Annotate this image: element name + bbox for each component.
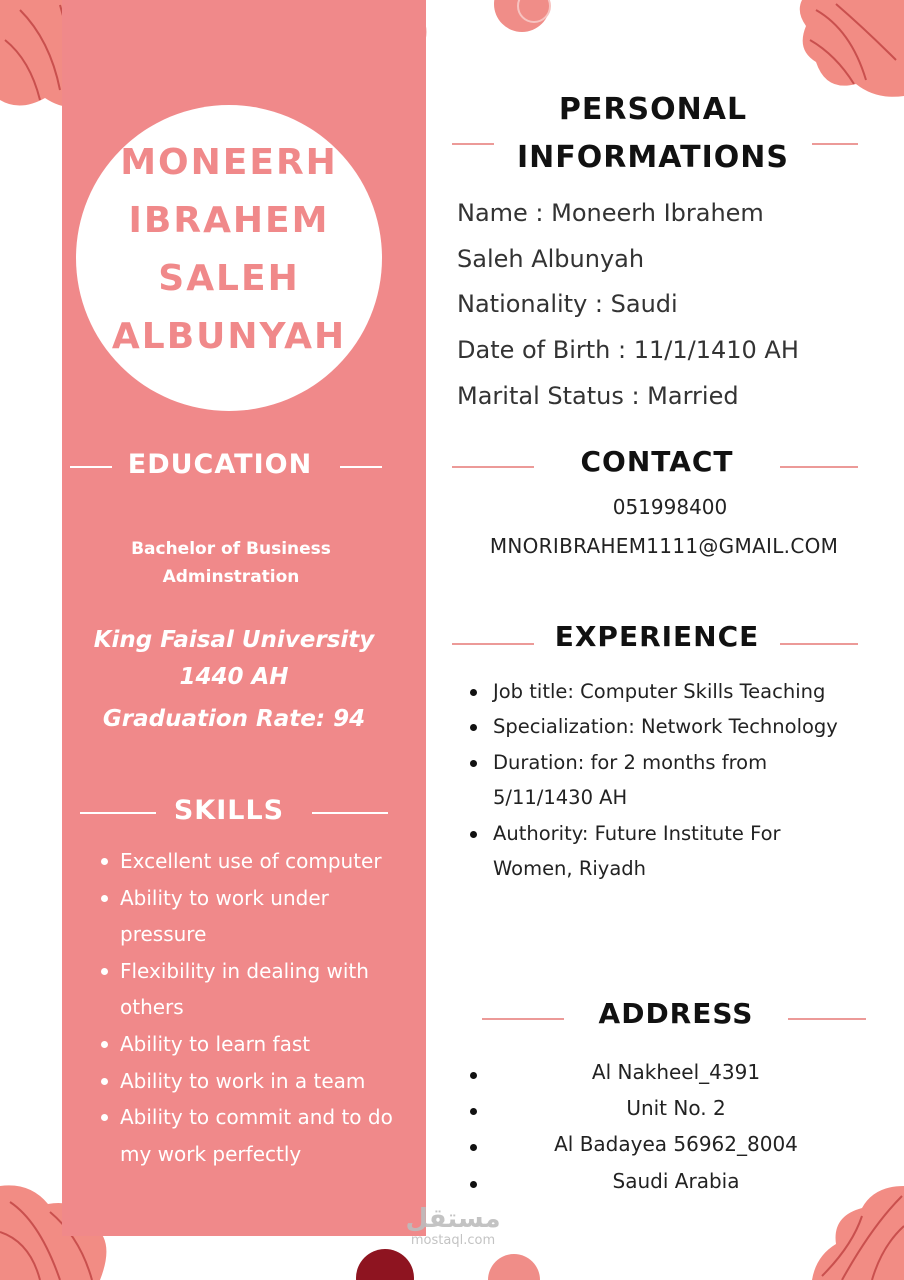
degree: [90, 535, 372, 591]
university-name: King Faisal University: [93, 627, 375, 653]
address-rule-left: [482, 1018, 564, 1020]
list-item: Flexibility in dealing with others: [96, 953, 416, 1026]
name-line: ALBUNYAH: [111, 316, 347, 357]
list-item: [466, 1130, 886, 1166]
name-line: IBRAHEM: [128, 200, 330, 241]
info-marital-status: Marital Status : Married: [457, 382, 739, 410]
list-item: Ability to commit and to do my work perfectly: [96, 1099, 416, 1172]
name-line: SALEH: [158, 258, 300, 299]
circle-top-pink-icon: [494, 0, 554, 38]
list-item: [466, 1058, 886, 1094]
education-heading: EDUCATION: [127, 449, 313, 480]
full-name: [76, 134, 382, 366]
address-line: Saudi Arabia: [612, 1169, 740, 1193]
personal-heading-line: INFORMATIONS: [517, 140, 789, 175]
degree-line: Adminstration: [162, 567, 300, 587]
watermark-url: mostaql.com: [410, 1233, 496, 1248]
degree-line: Bachelor of Business: [131, 539, 331, 559]
info-name-cont: Saleh Albunyah: [457, 245, 645, 273]
info-nationality: Nationality : Saudi: [457, 290, 678, 318]
skills-rule-right: [312, 812, 388, 814]
personal-heading: [494, 86, 812, 182]
list-item: Ability to work in a team: [96, 1063, 416, 1100]
personal-rule-right: [812, 143, 858, 145]
contact-rule-right: [780, 466, 858, 468]
address-rule-right: [788, 1018, 866, 1020]
watermark: [396, 1205, 510, 1249]
address-line: Al Badayea 56962_8004: [554, 1132, 798, 1156]
address-heading: ADDRESS: [598, 997, 754, 1030]
list-item: Authority: Future Institute For Women, Riyadh: [468, 816, 828, 887]
skills-list: [96, 843, 416, 1172]
list-item: Job title: Computer Skills Teaching: [468, 674, 898, 709]
list-item: Duration: for 2 months from 5/11/1430 AH: [468, 745, 808, 816]
circle-bottom-pink-icon: [488, 1252, 540, 1280]
skills-rule-left: [80, 812, 156, 814]
address-line: Al Nakheel_4391: [591, 1060, 761, 1084]
skills-heading: SKILLS: [173, 795, 285, 826]
address-line: Unit No. 2: [626, 1096, 726, 1120]
experience-rule-left: [452, 643, 534, 645]
experience-rule-right: [780, 643, 858, 645]
education-rule-left: [70, 466, 112, 468]
education-rule-right: [340, 466, 382, 468]
list-item: Specialization: Network Technology: [468, 709, 898, 744]
graduation-year: 1440 AH: [179, 664, 289, 690]
list-item: [466, 1094, 886, 1130]
personal-rule-left: [452, 143, 494, 145]
experience-heading: EXPERIENCE: [554, 620, 760, 653]
contact-rule-left: [452, 466, 534, 468]
list-item: [466, 1167, 886, 1203]
info-name: Name : Moneerh Ibrahem: [457, 199, 764, 227]
contact-email[interactable]: MNORIBRAHEM1111@GMAIL.COM: [489, 534, 839, 558]
graduation-rate: Graduation Rate: 94: [102, 706, 366, 732]
list-item: Ability to learn fast: [96, 1026, 416, 1063]
info-birth-date: Date of Birth : 11/1/1410 AH: [457, 336, 799, 364]
contact-phone[interactable]: 051998400: [612, 495, 728, 519]
university-block: [76, 622, 392, 738]
name-line: MONEERH: [120, 142, 338, 183]
watermark-mark: مستقل: [405, 1204, 501, 1234]
contact-heading: CONTACT: [580, 445, 734, 478]
experience-list: [468, 674, 898, 886]
list-item: Ability to work under pressure: [96, 880, 416, 953]
personal-heading-line: PERSONAL: [558, 92, 748, 127]
circle-bottom-dark-icon: [354, 1248, 416, 1280]
flower-top-right-icon: [796, 0, 904, 100]
list-item: Excellent use of computer: [96, 843, 416, 880]
